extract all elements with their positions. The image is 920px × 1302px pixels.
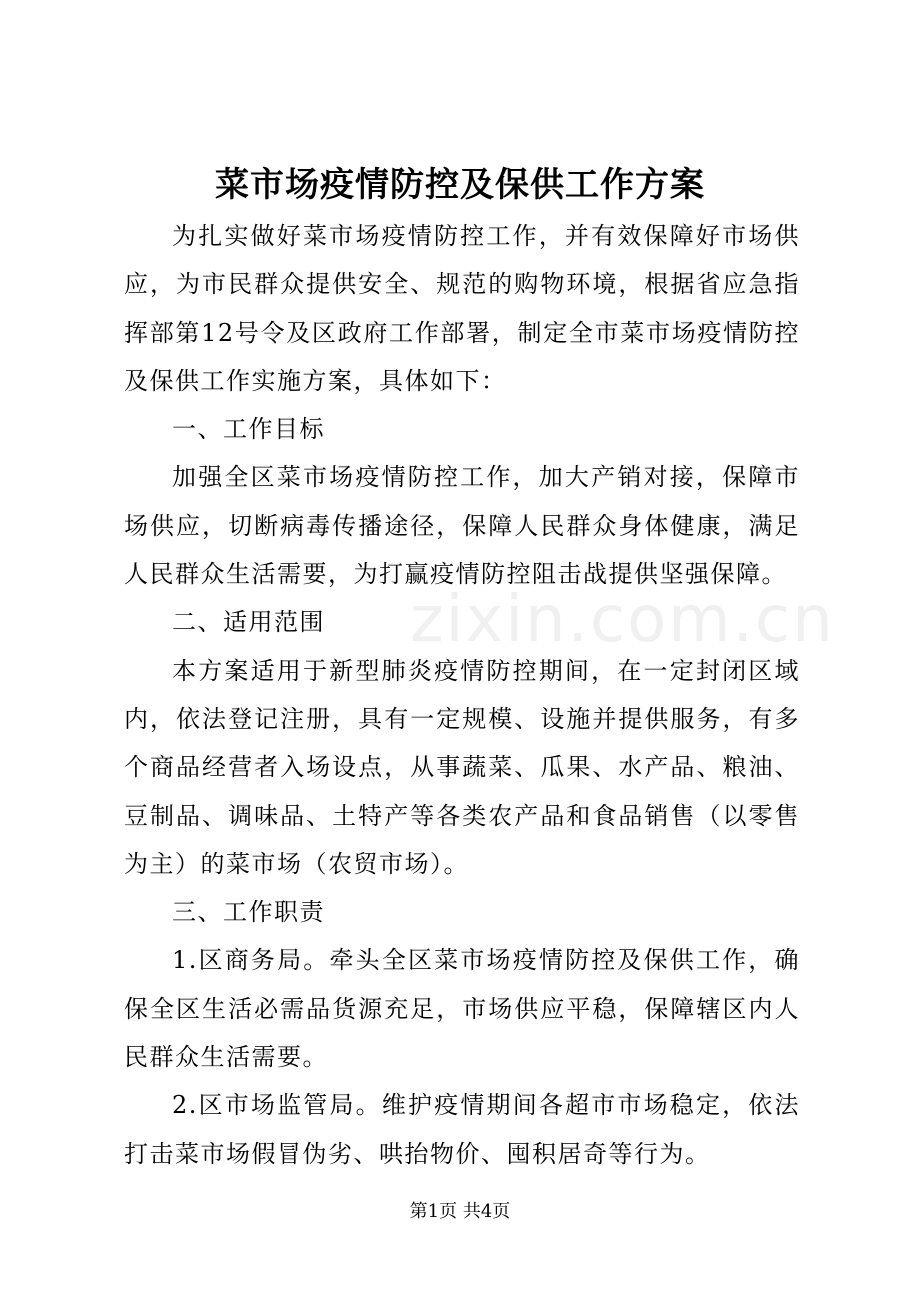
section-heading-goals: 一、工作目标 (172, 415, 325, 444)
watermark: zixin.com.cn (410, 583, 835, 657)
paragraph-intro: 为扎实做好菜市场疫情防控工作，并有效保障好市场供应，为市民群众提供安全、规范的购物环境，根据省应急指挥部第12号令及区政府工作部署，制定全市菜市场疫情防控及保供工作实施方案，具体如下： (124, 222, 800, 395)
section-heading-duties: 三、工作职责 (172, 898, 325, 927)
paragraph-goals: 加强全区菜市场疫情防控工作，加大产销对接，保障市场供应，切断病毒传播途径，保障人民群众身体健康，满足人民群众生活需要，为打赢疫情防控阻击战提供坚强保障。 (124, 463, 800, 589)
paragraph-scope: 本方案适用于新型肺炎疫情防控期间，在一定封闭区域内，依法登记注册，具有一定规模、设施并提供服务，有多个商品经营者入场设点，从事蔬菜、瓜果、水产品、粮油、豆制品、调味品、土特产等各类农产品和食品销售（以零售为主）的菜市场（农贸市场）。 (124, 656, 800, 878)
paragraph-duty-market-regulation: 2.区市场监管局。维护疫情期间各超市市场稳定，依法打击菜市场假冒伪劣、哄抬物价、囤积居奇等行为。 (124, 1091, 800, 1168)
section-heading-scope: 二、适用范围 (172, 608, 325, 637)
document-title: 菜市场疫情防控及保供工作方案 (215, 165, 705, 205)
document-body (124, 212, 800, 1178)
paragraph-duty-commerce: 1.区商务局。牵头全区菜市场疫情防控及保供工作，确保全区生活必需品货源充足，市场供应平稳，保障辖区内人民群众生活需要。 (124, 946, 800, 1072)
page-footer: 第1页 共4页 (409, 1201, 511, 1222)
